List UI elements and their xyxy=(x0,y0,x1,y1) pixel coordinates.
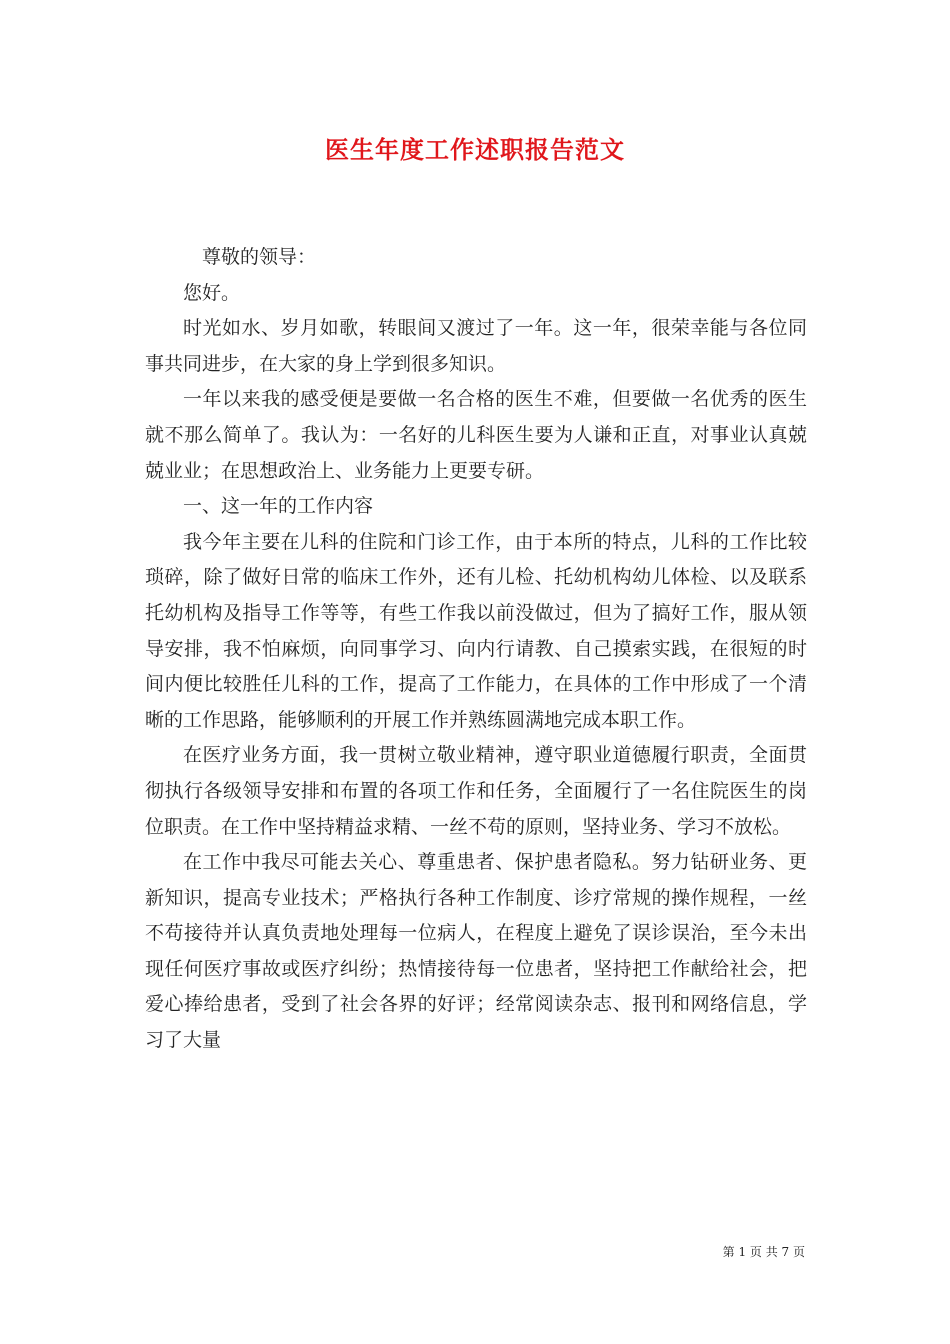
document-body xyxy=(145,240,807,1059)
paragraph-intro: 时光如水、岁月如歌，转眼间又渡过了一年。这一年，很荣幸能与各位同事共同进步，在大家的身上学到很多知识。 xyxy=(145,317,807,375)
paragraph-feelings: 一年以来我的感受便是要做一名合格的医生不难，但要做一名优秀的医生就不那么简单了。我认为：一名好的儿科医生要为人谦和正直，对事业认真兢兢业业；在思想政治上、业务能力上更要专研。 xyxy=(145,388,807,482)
document-title: 医生年度工作述职报告范文 xyxy=(325,135,625,164)
salutation: 尊敬的领导： xyxy=(202,246,317,268)
paragraph-work-content: 我今年主要在儿科的住院和门诊工作，由于本所的特点，儿科的工作比较琐碎，除了做好日常的临床工作外，还有儿检、托幼机构幼儿体检、以及联系托幼机构及指导工作等等，有些工作我以前没做过，但为了搞好工作，服从领导安排，我不怕麻烦，向同事学习、向内行请教、自己摸索实践，在很短的时间内便比较胜任儿科的工作，提高了工作能力，在具体的工作中形成了一个清晰的工作思路，能够顺利的开展工作并熟练圆满地完成本职工作。 xyxy=(145,530,807,731)
greeting: 您好。 xyxy=(183,281,241,304)
paragraph-medical-business: 在医疗业务方面，我一贯树立敬业精神，遵守职业道德履行职责，全面贯彻执行各级领导安排和布置的各项工作和任务，全面履行了一名住院医生的岗位职责。在工作中坚持精益求精、一丝不苟的原则，坚持业务、学习不放松。 xyxy=(145,744,807,838)
section-heading: 一、这一年的工作内容 xyxy=(183,495,374,518)
page-number: 第 1 页 共 7 页 xyxy=(722,1245,805,1259)
paragraph-patient-care: 在工作中我尽可能去关心、尊重患者、保护患者隐私。努力钻研业务、更新知识，提高专业技术；严格执行各种工作制度、诊疗常规的操作规程，一丝不苟接待并认真负责地处理每一位病人，在程度上避免了误诊误治，至今未出现任何医疗事故或医疗纠纷；热情接待每一位患者，坚持把工作献给社会，把爱心捧给患者，受到了社会各界的好评；经常阅读杂志、报刊和网络信息，学习了大量 xyxy=(145,851,807,1052)
